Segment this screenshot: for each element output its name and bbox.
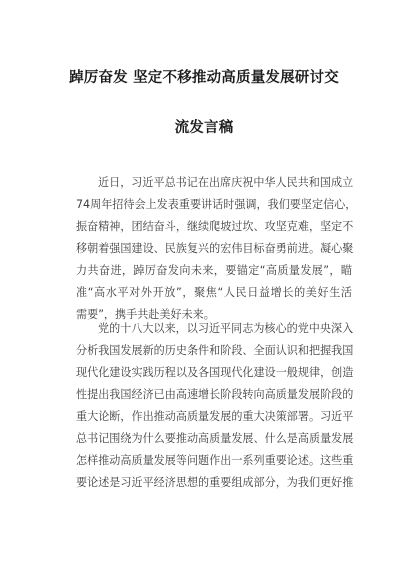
paragraph-line: 近日，习近平总书记在出席庆祝中华人民共和国成立 [98,176,354,189]
title-line-2: 流发言稿 [174,120,234,136]
paragraph-line: 党的十八大以来，以习近平同志为核心的党中央深入 [98,322,354,335]
paragraph-2 [76,318,352,494]
paragraph-line: 怎样推动高质量发展等问题作出一系列重要论述。这些重 [76,454,354,467]
paragraph-line: 74周年招待会上发表重要讲话时强调，我们要坚定信心， [76,198,357,211]
paragraph-line: 需要”，携手共赴美好未来。 [76,308,215,321]
paragraph-line: 力共奋进，踔厉奋发向未来，要锚定“高质量发展”，瞄 [76,264,352,277]
paragraph-line: 振奋精神，团结奋斗，继续爬坡过坎、攻坚克难，坚定不 [76,220,354,233]
paragraph-line: 准“高水平对外开放”，聚焦“人民日益增长的美好生活 [76,286,352,299]
paragraph-line: 移朝着强国建设、民族复兴的宏伟目标奋勇前进。凝心聚 [76,242,354,255]
paragraph-line: 要论述是习近平经济思想的重要组成部分，为我们更好推 [76,476,354,489]
title-line-1: 踔厉奋发 坚定不移推动高质量发展研讨交 [69,70,339,86]
paragraph-line: 分析我国发展新的历史条件和阶段、全面认识和把握我国 [76,344,354,357]
paragraph-1 [76,172,357,326]
paragraph-line: 现代化建设实践历程以及各国现代化建设一般规律，创造 [76,366,354,379]
paragraph-line: 总书记围绕为什么要推动高质量发展、什么是高质量发展 [76,432,354,445]
paragraph-line: 性提出我国经济已由高速增长阶段转向高质量发展阶段的 [76,388,354,401]
paragraph-line: 重大论断，作出推动高质量发展的重大决策部署。习近平 [76,410,354,423]
